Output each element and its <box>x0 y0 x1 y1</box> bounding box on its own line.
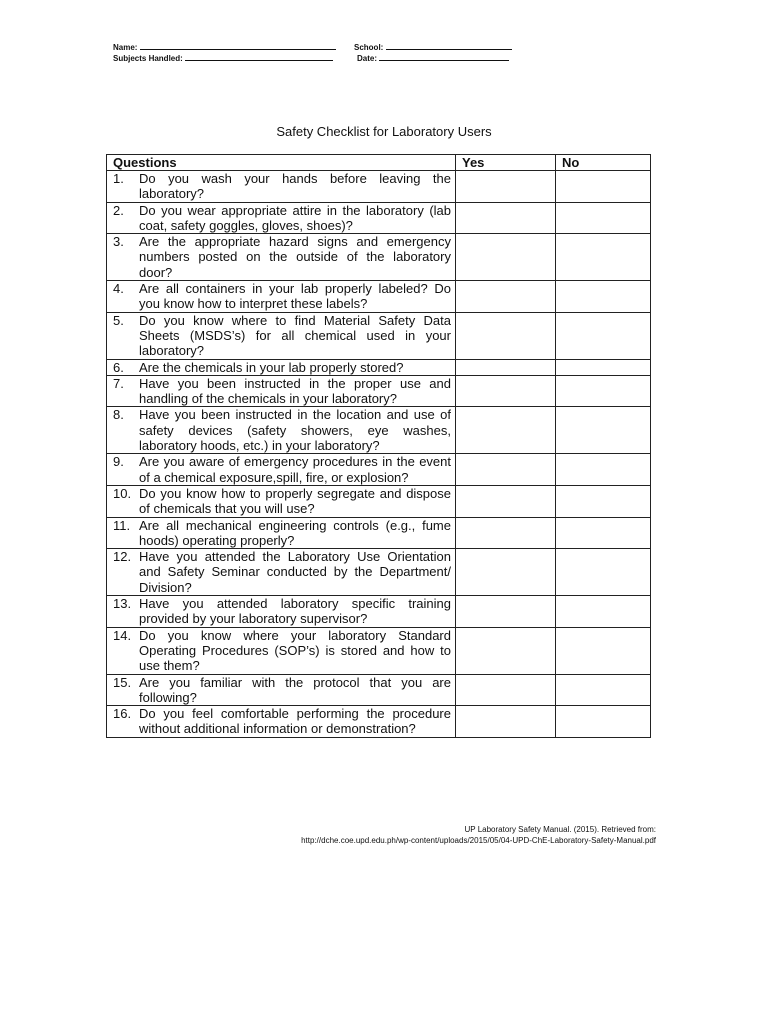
question-text: Do you know where your laboratory Standard Operating Procedures (SOP’s) is stored and how to use them? <box>139 627 451 674</box>
question-text: Are all mechanical engineering controls (e.g., fume hoods) operating properly? <box>139 517 451 548</box>
yes-checkbox-cell[interactable] <box>456 359 556 375</box>
question-cell <box>107 312 456 359</box>
no-checkbox-cell[interactable] <box>556 454 651 486</box>
table-row <box>107 706 651 738</box>
school-label: School: <box>354 43 384 52</box>
no-checkbox-cell[interactable] <box>556 234 651 281</box>
no-checkbox-cell[interactable] <box>556 485 651 517</box>
question-text: Have you been instructed in the proper use and handling of the chemicals in your laboratory? <box>139 375 451 407</box>
table-row <box>107 407 651 454</box>
no-checkbox-cell[interactable] <box>556 596 651 628</box>
name-label: Name: <box>113 43 138 52</box>
citation <box>301 824 656 846</box>
yes-checkbox-cell[interactable] <box>456 407 556 454</box>
yes-checkbox-cell[interactable] <box>456 627 556 674</box>
school-field <box>354 41 512 52</box>
question-cell <box>107 706 456 738</box>
question-text: Have you attended the Laboratory Use Orientation and Safety Seminar conducted by the Department/ Division? <box>139 549 451 595</box>
question-text: Do you know how to properly segregate and dispose of chemicals that you will use? <box>139 485 451 517</box>
yes-checkbox-cell[interactable] <box>456 517 556 549</box>
question-cell <box>107 171 456 203</box>
table-row <box>107 202 651 234</box>
yes-header: Yes <box>456 155 556 171</box>
checklist-table <box>106 154 651 738</box>
school-blank[interactable] <box>386 41 512 50</box>
question-number: 7. <box>113 375 124 391</box>
question-text: Have you been instructed in the location and use of safety devices (safety showers, eye washes, laboratory hoods, etc.) in your laboratory? <box>139 407 451 454</box>
no-checkbox-cell[interactable] <box>556 706 651 738</box>
question-text: Do you feel comfortable performing the procedure without additional information or demonstration? <box>139 706 451 737</box>
question-text: Do you wash your hands before leaving the laboratory? <box>139 171 451 202</box>
no-checkbox-cell[interactable] <box>556 281 651 313</box>
citation-text: UP Laboratory Safety Manual. (2015). Retrieved from: <box>464 825 656 834</box>
subjects-label: Subjects Handled: <box>113 54 183 63</box>
yes-checkbox-cell[interactable] <box>456 485 556 517</box>
table-row <box>107 485 651 517</box>
table-row <box>107 454 651 486</box>
question-number: 12. <box>113 549 132 565</box>
no-checkbox-cell[interactable] <box>556 674 651 706</box>
no-checkbox-cell[interactable] <box>556 407 651 454</box>
question-number: 9. <box>113 454 124 470</box>
yes-checkbox-cell[interactable] <box>456 596 556 628</box>
yes-checkbox-cell[interactable] <box>456 674 556 706</box>
question-text: Are you aware of emergency procedures in the event of a chemical exposure,spill, fire, or explosion? <box>139 454 451 485</box>
table-row <box>107 281 651 313</box>
question-number: 15. <box>113 674 132 690</box>
no-checkbox-cell[interactable] <box>556 549 651 596</box>
table-header-row <box>107 155 651 171</box>
question-number: 14. <box>113 627 132 643</box>
question-text: Do you know where to find Material Safety Data Sheets (MSDS’s) for all chemical used in your laboratory? <box>139 312 451 359</box>
date-blank[interactable] <box>379 52 509 61</box>
yes-checkbox-cell[interactable] <box>456 171 556 203</box>
citation-url: http://dche.coe.upd.edu.ph/wp-content/uploads/2015/05/04-UPD-ChE-Laboratory-Safety-Manual.pdf <box>301 836 656 845</box>
no-checkbox-cell[interactable] <box>556 202 651 234</box>
name-blank[interactable] <box>140 41 336 50</box>
question-text: Do you wear appropriate attire in the laboratory (lab coat, safety goggles, gloves, shoes)? <box>139 202 451 233</box>
question-cell <box>107 407 456 454</box>
question-cell <box>107 485 456 517</box>
questions-header: Questions <box>107 155 456 171</box>
no-checkbox-cell[interactable] <box>556 375 651 407</box>
question-number: 1. <box>113 171 124 186</box>
table-row <box>107 627 651 674</box>
question-cell <box>107 375 456 407</box>
table-row <box>107 517 651 549</box>
question-cell <box>107 517 456 549</box>
question-number: 5. <box>113 312 124 328</box>
table-row <box>107 171 651 203</box>
question-number: 2. <box>113 202 124 218</box>
date-label: Date: <box>357 54 378 63</box>
no-checkbox-cell[interactable] <box>556 517 651 549</box>
subjects-field <box>113 52 333 63</box>
table-row <box>107 549 651 596</box>
table-row <box>107 359 651 375</box>
yes-checkbox-cell[interactable] <box>456 202 556 234</box>
question-cell <box>107 281 456 313</box>
yes-checkbox-cell[interactable] <box>456 549 556 596</box>
page-title: Safety Checklist for Laboratory Users <box>276 124 492 139</box>
question-text: Are the appropriate hazard signs and emergency numbers posted on the outside of the laboratory door? <box>139 234 451 280</box>
yes-checkbox-cell[interactable] <box>456 454 556 486</box>
question-cell <box>107 359 456 375</box>
no-checkbox-cell[interactable] <box>556 359 651 375</box>
question-text: Have you attended laboratory specific training provided by your laboratory supervisor? <box>139 596 451 627</box>
table-row <box>107 596 651 628</box>
question-cell <box>107 674 456 706</box>
question-cell <box>107 454 456 486</box>
question-number: 16. <box>113 706 132 722</box>
question-number: 11. <box>113 517 131 533</box>
yes-checkbox-cell[interactable] <box>456 234 556 281</box>
no-checkbox-cell[interactable] <box>556 312 651 359</box>
question-number: 6. <box>113 359 124 375</box>
table-row <box>107 375 651 407</box>
table-row <box>107 234 651 281</box>
table-row <box>107 674 651 706</box>
question-text: Are all containers in your lab properly labeled? Do you know how to interpret these labels? <box>139 281 451 312</box>
yes-checkbox-cell[interactable] <box>456 375 556 407</box>
question-number: 8. <box>113 407 124 423</box>
date-field <box>357 52 509 63</box>
question-text: Are the chemicals in your lab properly stored? <box>139 359 404 375</box>
no-header: No <box>556 155 651 171</box>
no-checkbox-cell[interactable] <box>556 627 651 674</box>
yes-checkbox-cell[interactable] <box>456 706 556 738</box>
question-number: 10. <box>113 485 132 501</box>
table-row <box>107 312 651 359</box>
no-checkbox-cell[interactable] <box>556 171 651 203</box>
question-text: Are you familiar with the protocol that you are following? <box>139 674 451 705</box>
question-cell <box>107 202 456 234</box>
subjects-blank[interactable] <box>185 52 333 61</box>
yes-checkbox-cell[interactable] <box>456 281 556 313</box>
question-number: 4. <box>113 281 124 297</box>
question-cell <box>107 627 456 674</box>
yes-checkbox-cell[interactable] <box>456 312 556 359</box>
question-number: 3. <box>113 234 124 250</box>
name-field <box>113 41 336 52</box>
question-number: 13. <box>113 596 132 612</box>
question-cell <box>107 596 456 628</box>
question-cell <box>107 549 456 596</box>
question-cell <box>107 234 456 281</box>
